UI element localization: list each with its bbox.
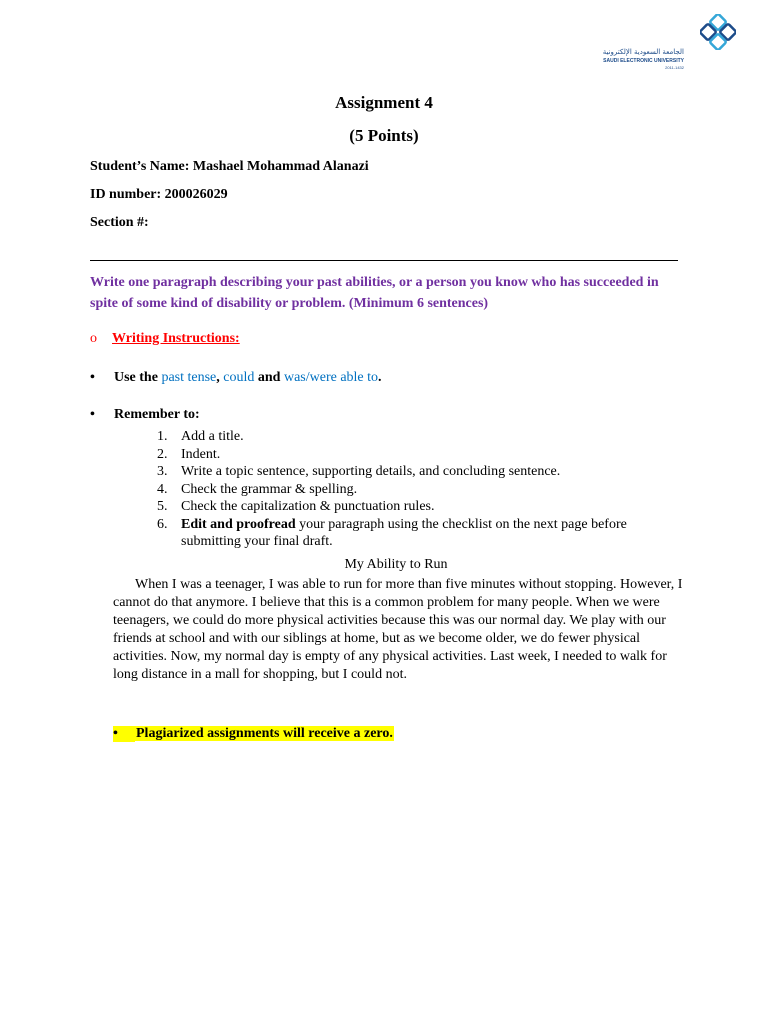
remember-list [157,428,677,551]
keyword-past-tense: past tense [161,370,217,385]
list-item: 3. Write a topic sentence, supporting details, and concluding sentence. [157,464,561,479]
assignment-title: Assignment 4 [335,93,433,112]
circle-bullet-icon: o [90,331,97,346]
student-id: ID number: 200026029 [90,187,228,202]
assignment-prompt: Write one paragraph describing your past abilities, or a person you know who has succeeded in spite of some kind of disability or problem. (Minimum 6 sentences) [90,275,659,311]
remember-heading: • Remember to: [90,407,200,422]
essay-title: My Ability to Run [344,557,448,572]
keyword-was-were: was/were able to [283,370,379,385]
bullet-icon: • [113,726,135,742]
list-item: 5. Check the capitalization & punctuation rules. [157,499,435,514]
keyword-could: could [223,370,255,385]
tense-instruction: • Use the past tense, could and was/were able to. [90,370,382,385]
plagiarism-text: Plagiarized assignments will receive a zero. [136,726,393,741]
section-number: Section #: [90,215,149,230]
essay-body: When I was a teenager, I was able to run for more than five minutes without stopping. However, I cannot do that anymore. I believe that this is a common problem for many people. When we were teenagers, we could do more physical activities because this was our normal day. We play with our friends at school and with our siblings at home, but as we become older, we do fewer physical activities. Now, my normal day is empty of any physical activities. Last week, I needed to walk for long distance in a mall for shopping, but I could not. [113,577,683,682]
bullet-icon: • [90,407,95,422]
list-item: 1. Add a title. [157,429,244,444]
list-item: 4. Check the grammar & spelling. [157,481,358,497]
divider-line [90,260,678,261]
plagiarism-warning [113,726,394,742]
university-logo [602,14,724,70]
writing-instructions-label: Writing Instructions: [112,331,240,346]
student-name: Student’s Name: Mashael Mohammad Alanazi [90,159,369,174]
writing-instructions-heading [90,331,240,347]
logo-english-name: SAUDI ELECTRONIC UNIVERSITY [603,58,684,64]
assignment-points: (5 Points) [349,126,419,145]
university-emblem-icon [700,14,736,50]
list-item: 2. Indent. [157,446,221,462]
list-item: 6. Edit and proofread your paragraph using the checklist on the next page before submitting your final draft. [157,516,627,549]
logo-years: 2011-1432 [665,65,684,70]
logo-arabic-name: الجامعة السعودية الإلكترونية [602,48,684,56]
bullet-icon: • [90,370,95,385]
